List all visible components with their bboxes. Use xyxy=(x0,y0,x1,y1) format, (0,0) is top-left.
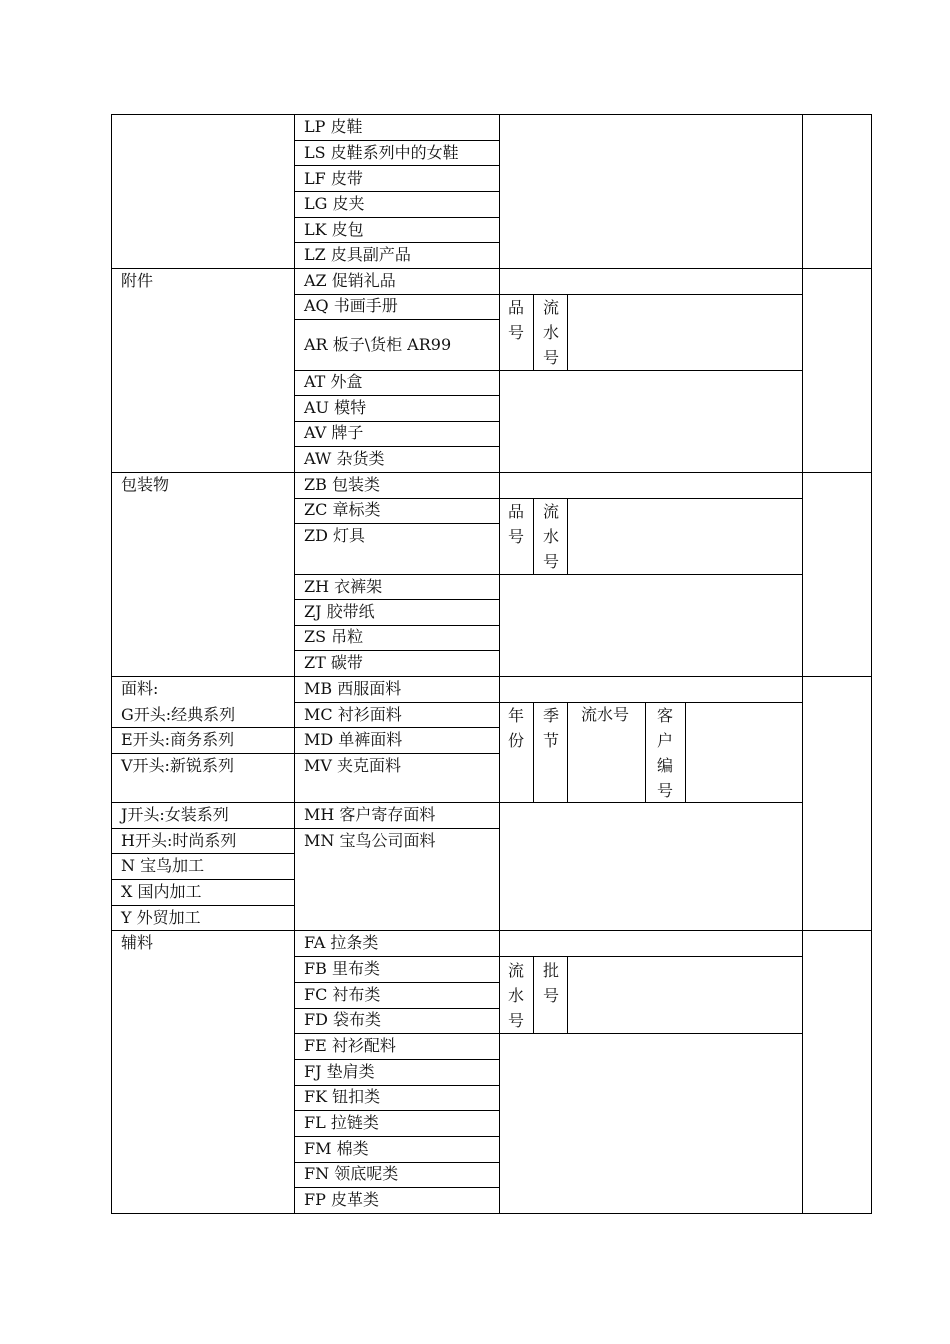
code-divider xyxy=(567,957,568,1033)
group-divider xyxy=(111,930,872,931)
series-label: G开头:经典系列 xyxy=(121,705,236,724)
code-part-label: 流水号 xyxy=(581,705,630,724)
series-label: E开头:商务系列 xyxy=(121,730,235,749)
code-part-label: 品号 xyxy=(507,298,524,342)
group-divider xyxy=(111,268,872,269)
table-border-left xyxy=(111,114,112,1214)
item-code: MH 客户寄存面料 xyxy=(304,805,436,824)
row-divider xyxy=(294,1110,500,1111)
series-label: X 国内加工 xyxy=(121,882,202,901)
item-code: ZS 吊粒 xyxy=(304,627,364,646)
row-divider xyxy=(294,319,500,320)
row-divider xyxy=(294,650,500,651)
item-code: AR 板子\货柜 AR99 xyxy=(304,335,452,354)
row-divider xyxy=(294,523,500,524)
item-code: MN 宝鸟公司面料 xyxy=(304,831,436,850)
item-code: AQ 书画手册 xyxy=(304,296,398,315)
row-divider xyxy=(294,1136,500,1137)
code-divider xyxy=(645,702,646,803)
item-code: FD 袋布类 xyxy=(304,1010,382,1029)
code-box-line xyxy=(499,802,803,803)
item-code: ZB 包装类 xyxy=(304,475,380,494)
row-divider xyxy=(294,599,500,600)
row-divider xyxy=(294,727,500,728)
code-part-label: 客户编号 xyxy=(656,706,673,800)
item-code: ZJ 胶带纸 xyxy=(304,602,375,621)
row-divider xyxy=(294,1059,500,1060)
code-box-line xyxy=(499,956,803,957)
row-divider xyxy=(111,905,295,906)
row-divider xyxy=(294,395,500,396)
row-divider xyxy=(294,498,500,499)
item-code: FK 钮扣类 xyxy=(304,1087,381,1106)
row-divider xyxy=(111,753,295,754)
code-part-label: 流水号 xyxy=(542,502,559,571)
row-divider xyxy=(294,370,500,371)
row-divider xyxy=(294,753,500,754)
item-code: FJ 垫肩类 xyxy=(304,1062,375,1081)
code-part-label: 批号 xyxy=(542,961,559,1005)
row-divider xyxy=(294,446,500,447)
row-divider xyxy=(294,294,500,295)
item-code: AT 外盒 xyxy=(304,372,363,391)
row-divider xyxy=(111,727,295,728)
item-code: MB 西服面料 xyxy=(304,679,402,698)
series-label: Y 外贸加工 xyxy=(121,908,201,927)
column-divider-3 xyxy=(802,114,803,1214)
item-code: FE 衬衫配料 xyxy=(304,1036,396,1055)
row-divider xyxy=(294,140,500,141)
item-code: ZC 章标类 xyxy=(304,500,381,519)
table-border-right xyxy=(871,114,872,1214)
item-code: ZH 衣裤架 xyxy=(304,577,383,596)
code-divider xyxy=(533,294,534,370)
item-code: LF 皮带 xyxy=(304,169,363,188)
category-label: 附件 xyxy=(121,271,154,290)
row-divider xyxy=(111,853,295,854)
row-divider xyxy=(294,242,500,243)
code-divider xyxy=(533,498,534,574)
code-box-line xyxy=(499,574,803,575)
series-label: N 宝鸟加工 xyxy=(121,856,205,875)
item-code: ZD 灯具 xyxy=(304,526,366,545)
code-divider xyxy=(567,498,568,574)
item-code: LK 皮包 xyxy=(304,220,364,239)
row-divider xyxy=(294,802,500,803)
row-divider xyxy=(111,802,295,803)
row-divider xyxy=(294,625,500,626)
code-part-label: 季节 xyxy=(542,706,559,750)
item-code: MV 夹克面料 xyxy=(304,756,402,775)
code-part-label: 品号 xyxy=(507,502,524,546)
item-code: AU 模特 xyxy=(304,398,367,417)
category-label: 面料: xyxy=(121,679,159,698)
item-code: AW 杂货类 xyxy=(304,449,385,468)
row-divider xyxy=(294,421,500,422)
code-part-label: 流水号 xyxy=(507,961,524,1030)
series-label: V开头:新锐系列 xyxy=(121,756,234,775)
column-divider-2 xyxy=(499,114,500,1214)
category-label: 辅料 xyxy=(121,933,154,952)
row-divider xyxy=(294,1187,500,1188)
item-code: MD 单裤面料 xyxy=(304,730,403,749)
item-code: AZ 促销礼品 xyxy=(304,271,396,290)
row-divider xyxy=(111,828,295,829)
row-divider xyxy=(294,217,500,218)
row-divider xyxy=(294,191,500,192)
item-code: FC 衬布类 xyxy=(304,985,381,1004)
item-code: FN 领底呢类 xyxy=(304,1164,399,1183)
row-divider xyxy=(294,1033,500,1034)
item-code: LZ 皮具副产品 xyxy=(304,245,411,264)
item-code: FB 里布类 xyxy=(304,959,380,978)
item-code: FL 拉链类 xyxy=(304,1113,379,1132)
code-divider xyxy=(567,294,568,370)
item-code: FM 棉类 xyxy=(304,1139,369,1158)
row-divider xyxy=(294,1162,500,1163)
code-part-label: 年份 xyxy=(507,706,524,750)
row-divider xyxy=(294,1008,500,1009)
column-divider-1 xyxy=(294,114,295,1214)
item-code: ZT 碳带 xyxy=(304,653,363,672)
row-divider xyxy=(294,165,500,166)
table-border-top xyxy=(111,114,872,115)
item-code: MC 衬衫面料 xyxy=(304,705,402,724)
row-divider xyxy=(294,702,500,703)
group-divider xyxy=(111,472,872,473)
code-divider xyxy=(685,702,686,803)
row-divider xyxy=(111,879,295,880)
code-divider xyxy=(567,702,568,803)
code-part-label: 流水号 xyxy=(542,298,559,367)
row-divider xyxy=(294,982,500,983)
code-box-line xyxy=(499,1033,803,1034)
series-label: H开头:时尚系列 xyxy=(121,831,237,850)
category-label: 包装物 xyxy=(121,475,170,494)
row-divider xyxy=(294,956,500,957)
row-divider xyxy=(294,574,500,575)
item-code: LS 皮鞋系列中的女鞋 xyxy=(304,143,459,162)
table-border-bottom xyxy=(111,1213,872,1214)
code-divider xyxy=(533,702,534,803)
item-code: FA 拉条类 xyxy=(304,933,379,952)
code-divider xyxy=(533,957,534,1033)
item-code: AV 牌子 xyxy=(304,423,364,442)
group-divider xyxy=(111,676,872,677)
code-box-line xyxy=(499,370,803,371)
item-code: FP 皮革类 xyxy=(304,1190,379,1209)
series-label: J开头:女装系列 xyxy=(121,805,229,824)
item-code: LG 皮夹 xyxy=(304,194,365,213)
row-divider xyxy=(294,1085,500,1086)
item-code: LP 皮鞋 xyxy=(304,117,363,136)
row-divider xyxy=(294,828,500,829)
